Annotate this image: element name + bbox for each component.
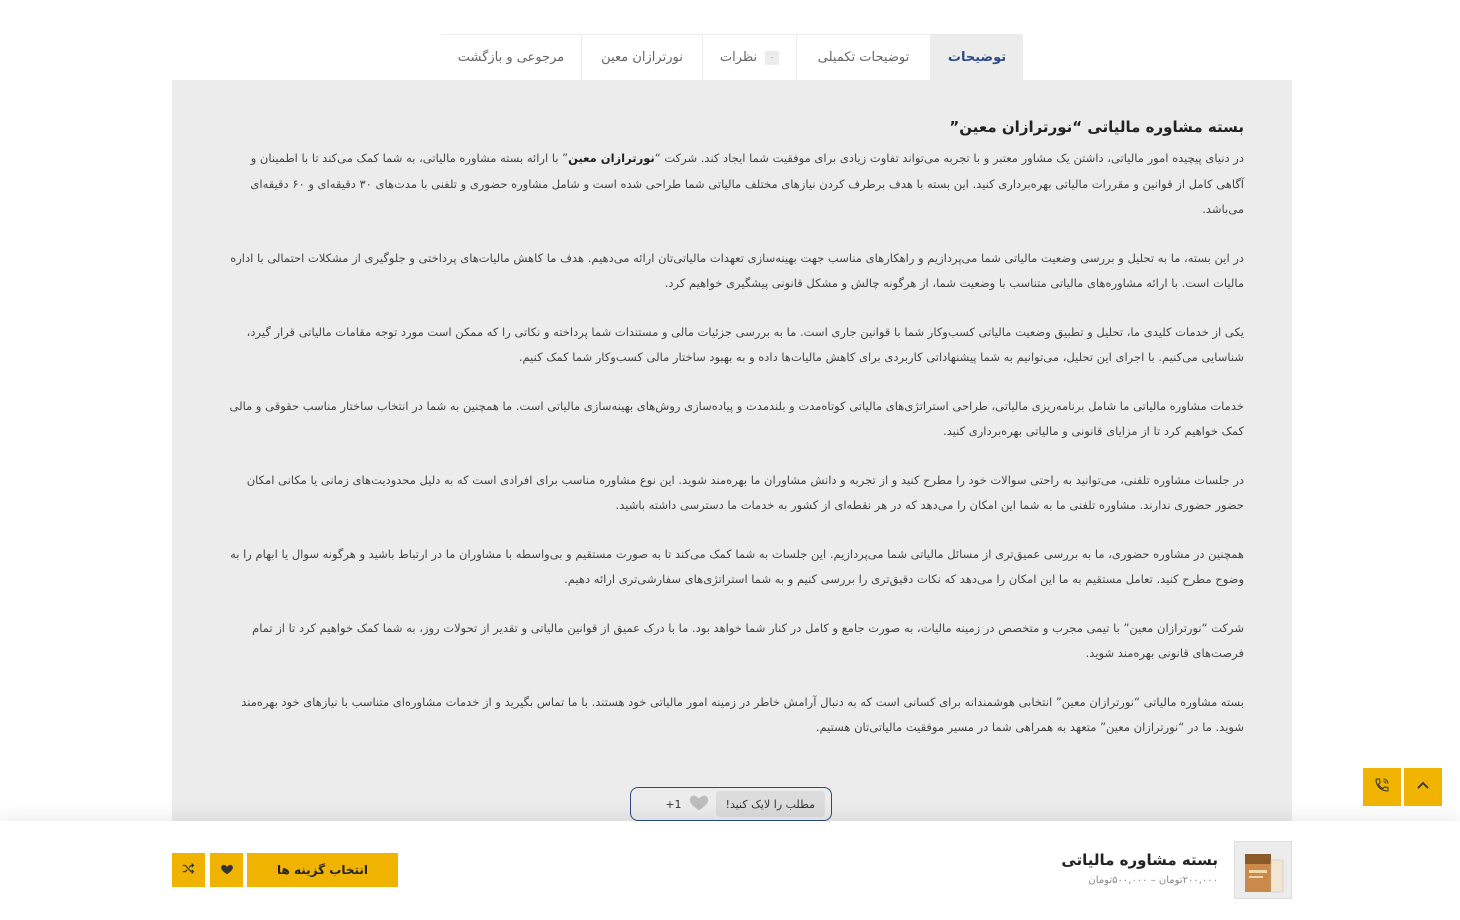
like-box xyxy=(630,787,832,821)
like-count: +1 xyxy=(665,797,682,811)
heart-icon[interactable] xyxy=(688,791,710,817)
article-content xyxy=(220,118,1244,764)
tab-label: نورترازان معین xyxy=(601,50,683,65)
choose-options-button[interactable] xyxy=(247,853,398,887)
tab-label: توضیحات تکمیلی xyxy=(817,50,910,65)
wishlist-button[interactable] xyxy=(210,853,243,887)
paragraph: همچنین در مشاوره حضوری، ما به بررسی عمیق‌تری از مسائل مالیاتی شما می‌پردازیم. این جلسات به شما کمک می‌کند تا به صورت مستقیم و بی‌واسطه با مشاوران ما در ارتباط باشید و هرگونه سوال یا ابهام را به وضوح مطرح کنید. تعامل مستقیم به ما این امکان را می‌دهد که نکات دقیق‌تری را بررسی کنیم و به شما استراتژی‌های سفارشی‌تری ارائه دهیم. xyxy=(230,546,1244,586)
like-button[interactable] xyxy=(716,791,825,817)
product-name: بسته مشاوره مالیاتی xyxy=(1061,851,1218,869)
tab-reviews[interactable] xyxy=(702,34,796,80)
paragraph: بسته مشاوره مالیاتی “نورترازان معین” انتخابی هوشمندانه برای کسانی است که به دنبال آرامش خاطر در زمینه امور مالیاتی خود هستند. با ما تماس بگیرید و از خدمات مشاوره‌ای متناسب با نیازهای خود بهره‌مند شوید. ما در “نورترازان معین” متعهد به همراهی شما در مسیر موفقیت مالیاتی‌تان هستیم. xyxy=(241,694,1244,734)
description-panel xyxy=(172,80,1292,825)
tab-label: نظرات xyxy=(719,50,758,65)
paragraph-text: ” با ارائه بسته مشاوره مالیاتی، به شما کمک می‌کند تا با اطمینان و آگاهی کامل از قوانین و مقررات مالیاتی بهره‌برداری کنید. این بسته با هدف برطرف کردن نیازهای مختلف مالیاتی شما طراحی شده است و شامل مشاوره حضوری و تلفنی با مدت‌های ۳۰ دقیقه‌ای و ۶۰ دقیقه‌ای می‌باشد. xyxy=(250,151,1244,216)
paragraph: یکی از خدمات کلیدی ما، تحلیل و تطبیق وضعیت مالیاتی کسب‌وکار شما با قوانین جاری است. ما به بررسی جزئیات مالی و مستندات شما پرداخته و نکاتی را که ممکن است مورد توجه مقامات مالیاتی قرار گیرد، شناسایی می‌کنیم. با اجرای این تحلیل، می‌توانیم به شما پیشنهاداتی کاربردی برای کاهش مالیات‌ها داده و به بهبود ساختار مالی کسب‌وکار شما کمک کنیم. xyxy=(246,324,1244,364)
sticky-add-to-cart-bar xyxy=(0,821,1460,920)
product-price: ۲۰۰,۰۰۰تومان – ۵۰۰,۰۰۰تومان xyxy=(1088,875,1218,886)
tab-label: توضیحات xyxy=(947,50,1007,65)
chevron-up-icon xyxy=(1416,778,1430,797)
tab-description[interactable] xyxy=(930,34,1023,80)
article-title: بسته مشاوره مالیاتی “نورترازان معین” xyxy=(949,118,1244,136)
scroll-top-button[interactable] xyxy=(1404,768,1442,806)
compare-button[interactable] xyxy=(172,853,205,887)
paragraph: در این بسته، ما به تحلیل و بررسی وضعیت مالیاتی شما می‌پردازیم و راهکارهای مناسب جهت بهینه‌سازی تعهدات مالیاتی‌تان ارائه می‌دهیم. هدف ما کاهش مالیات‌های پرداختی و جلوگیری از مشکلات احتمالی با اداره مالیات است. با ارائه مشاوره‌های مالیاتی متناسب با وضعیت شما، از هرگونه چالش و مشکل قانونی پیشگیری خواهیم کرد. xyxy=(230,250,1244,290)
phone-button[interactable] xyxy=(1363,768,1401,806)
tab-label: مرجوعی و بازگشت xyxy=(457,50,565,65)
tab-returns[interactable] xyxy=(441,34,581,80)
paragraph xyxy=(220,146,1244,223)
brand-name-bold: نورترازان معین xyxy=(568,151,655,165)
product-tabs xyxy=(441,34,1023,80)
heart-icon xyxy=(220,861,234,880)
product-thumbnail[interactable] xyxy=(1234,841,1292,899)
phone-icon xyxy=(1374,777,1390,797)
paragraph-text: در دنیای پیچیده امور مالیاتی، داشتن یک مشاور معتبر و با تجربه می‌تواند تفاوت زیادی برای موفقیت شما ایجاد کند. شرکت “ xyxy=(654,151,1244,165)
like-label: مطلب را لایک کنید! xyxy=(725,797,815,811)
choose-options-label: انتخاب گزینه ها xyxy=(276,863,369,877)
paragraph: در جلسات مشاوره تلفنی، می‌توانید به راحتی سوالات خود را مطرح کنید و از تجربه و دانش مشاوران ما بهره‌مند شوید. این نوع مشاوره مناسب برای افرادی است که به دلیل محدودیت‌های زمانی یا مکانی امکان حضور حضوری ندارند. مشاوره تلفنی ما به شما این امکان را می‌دهد که در هر نقطه‌ای از کشور به خدمات ما دسترسی داشته باشید. xyxy=(246,472,1244,512)
paragraph: خدمات مشاوره مالیاتی ما شامل برنامه‌ریزی مالیاتی، طراحی استراتژی‌های مالیاتی کوتاه‌مدت و بلندمدت و پیاده‌سازی روش‌های بهینه‌سازی مالیاتی است. ما همچنین به شما در انتخاب ساختار مناسب حقوقی و مالی کمک خواهیم کرد تا از مزایای قانونی و مالیاتی بهره‌برداری کنید. xyxy=(229,398,1244,438)
paragraph: شرکت “نورترازان معین” با تیمی مجرب و متخصص در زمینه مالیات، به صورت جامع و کامل در کنار شما خواهد بود. ما با درک عمیق از قوانین مالیاتی و تقدیر از تحولات روز، به شما کمک خواهیم کرد تا از تمام فرصت‌های قانونی بهره‌مند شوید. xyxy=(252,620,1244,660)
tab-brand[interactable] xyxy=(581,34,702,80)
reviews-count-badge: ۰ xyxy=(765,51,779,65)
tab-additional-info[interactable] xyxy=(796,34,930,80)
shuffle-icon xyxy=(181,861,196,880)
